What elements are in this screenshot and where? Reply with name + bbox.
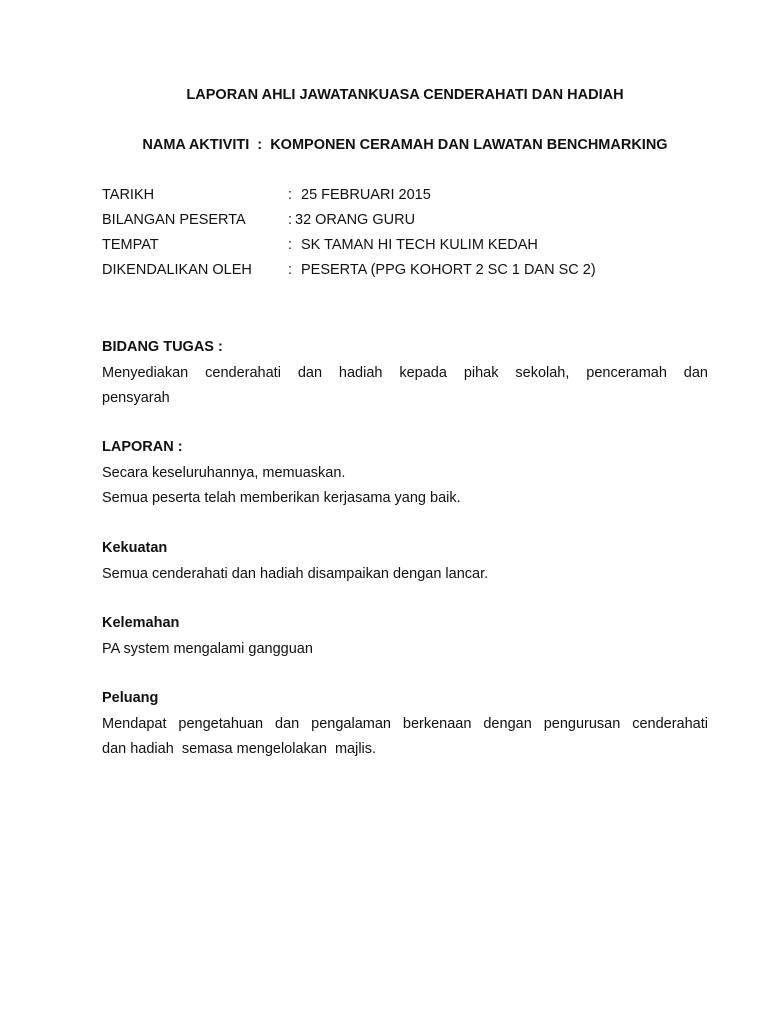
section-heading-kelemahan: Kelemahan: [102, 615, 180, 631]
section-heading-bidang-tugas: BIDANG TUGAS :: [102, 339, 223, 355]
body-line: Secara keseluruhannya, memuaskan.: [102, 465, 346, 481]
info-value: 32 ORANG GURU: [295, 212, 416, 228]
activity-name: NAMA AKTIVITI : KOMPONEN CERAMAH DAN LAWATAN BENCHMARKING: [142, 137, 668, 153]
info-value: PESERTA (PPG KOHORT 2 SC 1 DAN SC 2): [301, 262, 596, 278]
info-separator: :: [288, 262, 293, 278]
info-label: TEMPAT: [102, 237, 159, 253]
info-value: SK TAMAN HI TECH KULIM KEDAH: [301, 237, 538, 253]
body-line: Menyediakan cenderahati dan hadiah kepada pihak sekolah, penceramah dan: [102, 365, 708, 381]
info-separator: :: [288, 212, 293, 228]
body-line: PA system mengalami gangguan: [102, 641, 313, 657]
section-body-kekuatan: [102, 562, 708, 587]
section-heading-peluang: Peluang: [102, 690, 159, 706]
info-label: TARIKH: [102, 187, 155, 203]
info-row-tarikh: [102, 187, 722, 211]
document-title: LAPORAN AHLI JAWATANKUASA CENDERAHATI DAN HADIAH: [186, 87, 624, 103]
body-line: Semua peserta telah memberikan kerjasama yang baik.: [102, 489, 461, 506]
info-row-bilangan-peserta: [102, 212, 722, 236]
section-heading-laporan: LAPORAN :: [102, 439, 183, 455]
body-line: Mendapat pengetahuan dan pengalaman berkenaan dengan pengurusan cenderahati: [102, 716, 708, 732]
section-body-peluang: [102, 712, 708, 761]
section-body-laporan: [102, 461, 708, 510]
body-line: pensyarah: [102, 389, 170, 406]
info-separator: :: [288, 187, 293, 203]
info-separator: :: [288, 237, 293, 253]
body-line: Semua cenderahati dan hadiah disampaikan dengan lancar.: [102, 566, 489, 582]
section-heading-kekuatan: Kekuatan: [102, 540, 168, 556]
info-row-dikendalikan-oleh: [102, 262, 722, 286]
info-label: BILANGAN PESERTA: [102, 212, 246, 228]
info-label: DIKENDALIKAN OLEH: [102, 262, 252, 278]
body-line: dan hadiah semasa mengelolakan majlis.: [102, 740, 377, 757]
section-body-bidang-tugas: [102, 361, 708, 410]
info-row-tempat: [102, 237, 722, 261]
section-body-kelemahan: [102, 637, 708, 662]
info-value: 25 FEBRUARI 2015: [301, 187, 431, 203]
